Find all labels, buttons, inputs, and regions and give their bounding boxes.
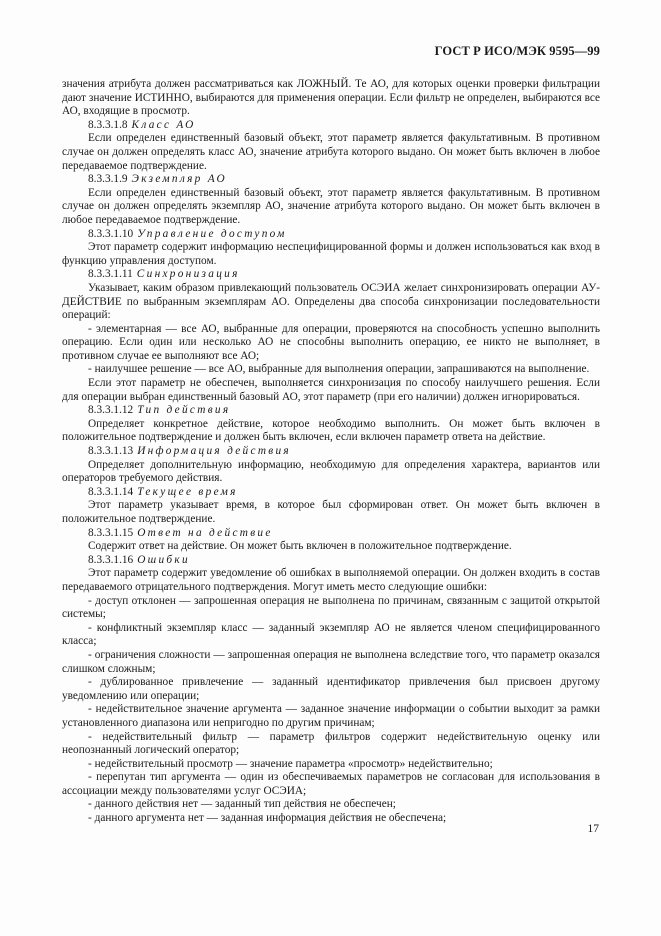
paragraph: - дублированное привлечение — заданный идентификатор привлечения был присвоен другому уведомлению или операции; — [62, 676, 600, 702]
section-title: Синхронизация — [136, 268, 240, 281]
paragraph: - недействительный фильтр — параметр фильтров содержит недействительную оценку или неопознанный логический оператор; — [62, 730, 600, 757]
paragraph: - данного аргумента нет — заданная информация действия не обеспечена; — [88, 812, 447, 825]
paragraph: - недействительный просмотр — значение параметра «просмотр» недействительно; — [88, 757, 493, 770]
paragraph: - недействительное значение аргумента — заданное значение информации о событии выходит за рамки установленного диапазона или непригодно по другим причинам; — [62, 703, 600, 729]
paragraph: Определяет дополнительную информацию, необходимую для определения характера, вариантов или операторов требуемого действия. — [62, 458, 600, 485]
paragraph: Если определен единственный базовый объект, этот параметр является факультативным. В противном случае он должен определять класс АО, значение атрибута которого выдано. Он может быть включен в любое передаваемое подтверждение. — [62, 132, 600, 172]
section-heading — [62, 268, 600, 282]
section-title: Управление доступом — [137, 227, 287, 240]
section-number: 8.3.3.1.13 — [88, 445, 134, 458]
paragraph: - ограничения сложности — запрошенная операция не выполнена вследствие того, что параметр оказался слишком сложным; — [62, 648, 600, 675]
section-title: Экземпляр АО — [131, 173, 227, 186]
paragraph: Если определен единственный базовый объект, этот параметр является факультативным. В противном случае он должен определять экземпляр АО, значение атрибута которого выдано. Он может быть включен в любое передаваемое подтверждение. — [62, 186, 600, 226]
paragraph: - наилучшее решение — все АО, выбранные для выполнения операции, запрашиваются на выполнение. — [88, 363, 590, 376]
document-body — [62, 78, 600, 826]
section-heading — [62, 554, 600, 568]
section-heading — [62, 119, 600, 133]
section-title: Ошибки — [137, 553, 190, 566]
section-heading — [62, 404, 600, 418]
section-heading — [62, 527, 600, 541]
paragraph: Этот параметр содержит информацию неспецифицированной формы и должен использоваться как вход в функцию управления доступом. — [62, 241, 600, 267]
section-number: 8.3.3.1.16 — [88, 553, 134, 566]
paragraph: - конфликтный экземпляр класс — заданный экземпляр АО не является членом специфицированного класса; — [62, 621, 600, 648]
page-number: 17 — [587, 823, 599, 835]
section-heading — [62, 486, 600, 500]
section-number: 8.3.3.1.12 — [88, 404, 134, 417]
paragraph: Этот параметр указывает время, в которое был сформирован ответ. Он может быть включен в положительное подтверждение. — [62, 499, 600, 525]
section-number: 8.3.3.1.15 — [88, 526, 134, 539]
paragraph: Указывает, каким образом привлекающий пользователь ОСЭИА желает синхронизировать операции АУ-ДЕЙСТВИЕ по выбранным экземплярам АО. Определены два способа синхронизации последовательности операций: — [62, 281, 600, 322]
section-number: 8.3.3.1.10 — [88, 227, 134, 240]
section-title: Класс АО — [131, 118, 196, 131]
section-title: Тип действия — [137, 404, 231, 417]
paragraph: Этот параметр содержит уведомление об ошибках в выполняемой операции. Он должен входить в состав передаваемого отрицательного подтверждения. Могут иметь место следующие ошибки: — [62, 567, 600, 593]
section-number: 8.3.3.1.9 — [88, 173, 128, 186]
section-title: Информация действия — [137, 445, 291, 458]
section-number: 8.3.3.1.8 — [88, 118, 128, 131]
section-title: Ответ на действие — [137, 526, 273, 539]
paragraph: - элементарная — все АО, выбранные для операции, проверяются на способность успешно выполнить операцию. Если один или несколько АО не способны выполнить операцию, ее никто не выполняет, в противном случае ее выполняют все АО; — [62, 322, 600, 362]
paragraph: Если этот параметр не обеспечен, выполняется синхронизация по способу наилучшего решения. Если для операции выбран единственный базовый АО, этот параметр (при его наличии) должен игнорироваться. — [62, 377, 600, 403]
section-number: 8.3.3.1.11 — [88, 268, 133, 281]
section-number: 8.3.3.1.14 — [88, 485, 134, 498]
standard-header: ГОСТ Р ИСО/МЭК 9595—99 — [434, 44, 600, 58]
paragraph: значения атрибута должен рассматриваться как ЛОЖНЫЙ. Те АО, для которых оценки проверки фильтрации дают значение ИСТИННО, выбираются для применения операции. Если фильтр не определен, выбираются все АО, входящие в просмотр. — [62, 78, 600, 118]
paragraph: Определяет конкретное действие, которое необходимо выполнить. Он может быть включен в положительное подтверждение и должен быть включен, если включен параметр ответа на действие. — [62, 417, 600, 444]
section-heading — [62, 445, 600, 459]
section-title: Текущее время — [137, 485, 238, 498]
paragraph: Содержит ответ на действие. Он может быть включен в положительное подтверждение. — [88, 540, 512, 553]
paragraph: - доступ отклонен — запрошенная операция не выполнена по причинам, связанным с защитой открытой системы; — [62, 594, 600, 621]
paragraph: - перепутан тип аргумента — один из обеспечиваемых параметров не согласован для использования в ассоциации между пользователями услуг ОСЭИА; — [62, 771, 600, 797]
section-heading — [62, 228, 600, 242]
paragraph: - данного действия нет — заданный тип действия не обеспечен; — [88, 798, 396, 811]
section-heading — [62, 173, 600, 187]
